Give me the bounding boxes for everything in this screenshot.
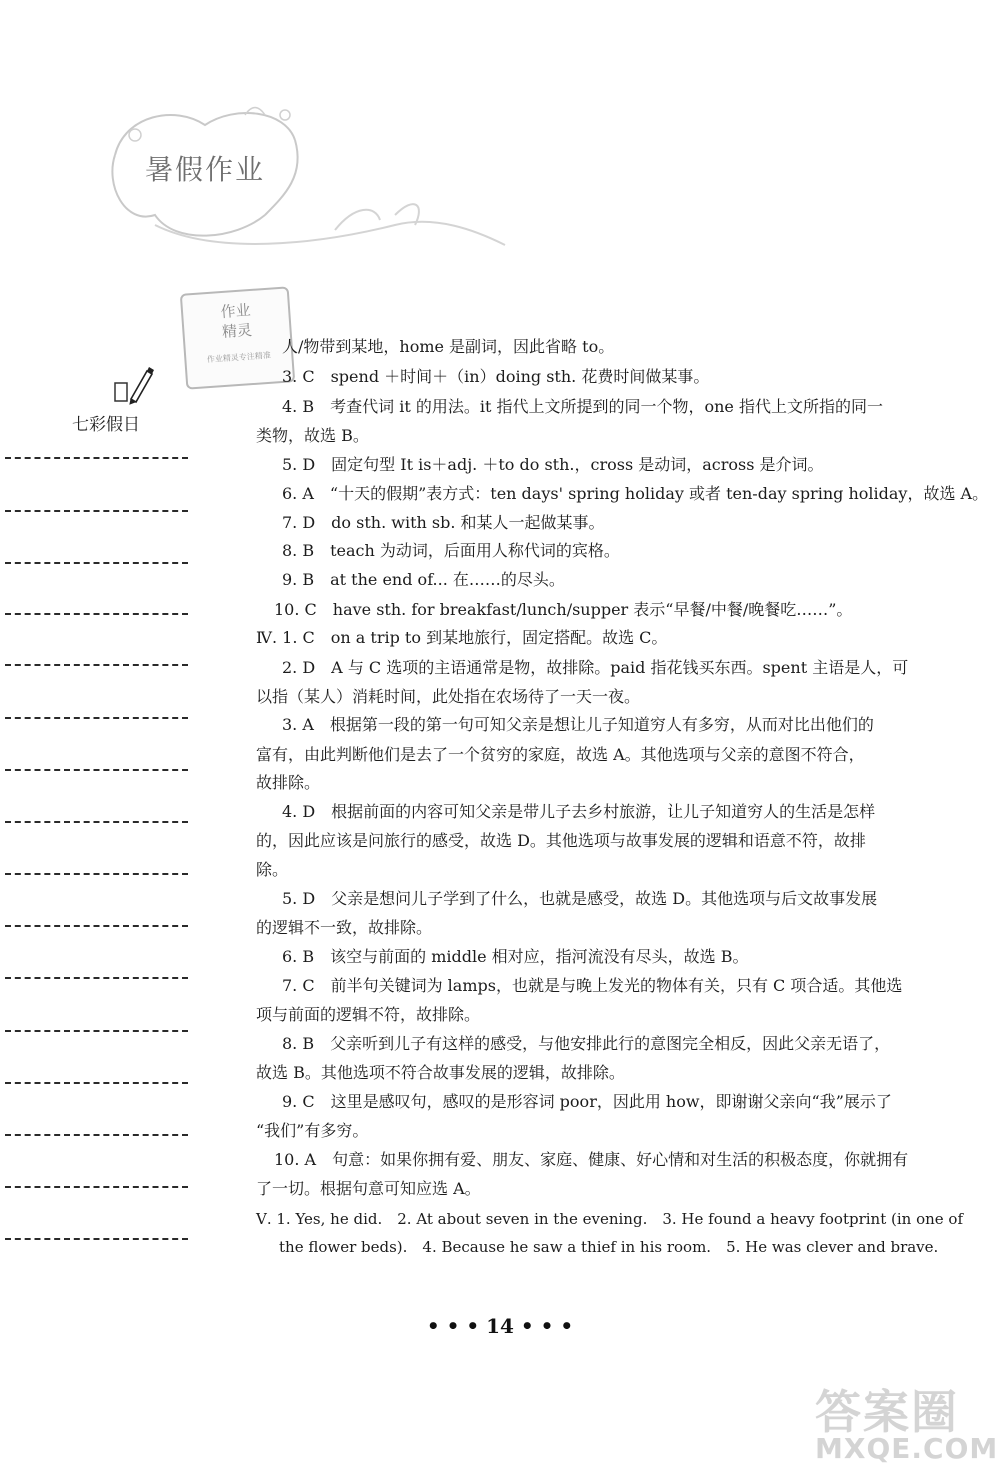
answer-line: 7. D do sth. with sb. 和某人一起做某事。: [282, 513, 605, 532]
answer-line: 9. B at the end of... 在……的尽头。: [282, 570, 565, 589]
answer-line: 2. D A 与 C 选项的主语通常是物，故排除。paid 指花钱买东西。spent 主语是人，可: [282, 658, 909, 677]
answer-line: 6. B 该空与前面的 middle 相对应，指河流没有尽头，故选 B。: [282, 947, 749, 966]
answer-line: 6. A “十天的假期”表方式：ten days' spring holiday 或者 ten-day spring holiday，故选 A。: [282, 484, 989, 503]
answer-line: 富有，由此判断他们是去了一个贫穷的家庭，故选 A。其他选项与父亲的意图不符合，: [256, 745, 865, 764]
stamp-text-bottom: 精灵: [221, 320, 253, 342]
answer-line: 7. C 前半句关键词为 lamps，也就是与晚上发光的物体有关，只有 C 项合适。其他选: [282, 976, 903, 995]
answer-line: 10. C have sth. for breakfast/lunch/supper 表示“早餐/中餐/晚餐吃……”。: [274, 600, 853, 619]
answer-line: 5. D 父亲是想问儿子学到了什么，也就是感受，故选 D。其他选项与后文故事发展: [282, 889, 878, 908]
answer-line: Ⅴ. 1. Yes, he did. 2. At about seven in the evening. 3. He found a heavy footprint (in one of: [256, 1210, 963, 1228]
page-number: • • • 14 • • •: [426, 1314, 574, 1338]
answer-line: 故排除。: [256, 773, 321, 792]
answer-line: 3. A 根据第一段的第一句可知父亲是想让儿子知道穷人有多穷，从而对比出他们的: [282, 715, 874, 734]
answer-line: 4. B 考查代词 it 的用法。it 指代上文所提到的同一个物，one 指代上文所指的同一: [282, 397, 883, 416]
stamp-text-small: 作业精灵专注精准: [206, 350, 272, 365]
answer-line: Ⅳ. 1. C on a trip to 到某地旅行，固定搭配。故选 C。: [256, 628, 668, 647]
answer-line: 了一切。根据句意可知应选 A。: [256, 1179, 481, 1198]
answer-line: 以指（某人）消耗时间，此处指在农场待了一天一夜。: [256, 687, 641, 706]
answer-line: 类物，故选 B。: [256, 426, 369, 445]
answer-line: the flower beds). 4. Because he saw a thief in his room. 5. He was clever and brave.: [279, 1238, 939, 1256]
answer-line: 除。: [256, 860, 289, 879]
sidebar-brand: 七彩假日: [72, 415, 140, 435]
answer-line: 8. B 父亲听到儿子有这样的感受，与他安排此行的意图完全相反，因此父亲无语了，: [282, 1034, 891, 1053]
answer-line: “我们”有多穷。: [256, 1121, 369, 1140]
answer-line: 的逻辑不一致，故排除。: [256, 918, 433, 937]
answer-line: 项与前面的逻辑不符，故排除。: [256, 1005, 481, 1024]
answer-line: 故选 B。其他选项不符合故事发展的逻辑，故排除。: [256, 1063, 625, 1082]
stamp-text-top: 作业: [220, 301, 252, 322]
answer-line: 8. B teach 为动词，后面用人称代词的宾格。: [282, 541, 620, 560]
watermark-url: MXQE.COM: [815, 1432, 999, 1465]
watermark: [815, 1370, 999, 1465]
header-title: 暑假作业: [145, 153, 266, 186]
answer-line: 10. A 句意：如果你拥有爱、朋友、家庭、健康、好心情和对生活的积极态度，你就拥有: [274, 1150, 909, 1169]
answer-line: 3. C spend ＋时间＋（in）doing sth. 花费时间做某事。: [282, 367, 710, 386]
watermark-logo: 答案圈: [815, 1385, 959, 1439]
answer-line: 人/物带到某地，home 是副词，因此省略 to。: [282, 337, 615, 356]
answer-line: 的，因此应该是问旅行的感受，故选 D。其他选项与故事发展的逻辑和语意不符，故排: [256, 831, 866, 850]
answer-line: 9. C 这里是感叹句，感叹的是形容词 poor，因此用 how，即谢谢父亲向“我”展示了: [282, 1092, 892, 1111]
answer-line: 4. D 根据前面的内容可知父亲是带儿子去乡村旅游，让儿子知道穷人的生活是怎样: [282, 802, 876, 821]
answer-line: 5. D 固定句型 It is＋adj. ＋to do sth.，cross 是动词，across 是介词。: [282, 455, 824, 474]
